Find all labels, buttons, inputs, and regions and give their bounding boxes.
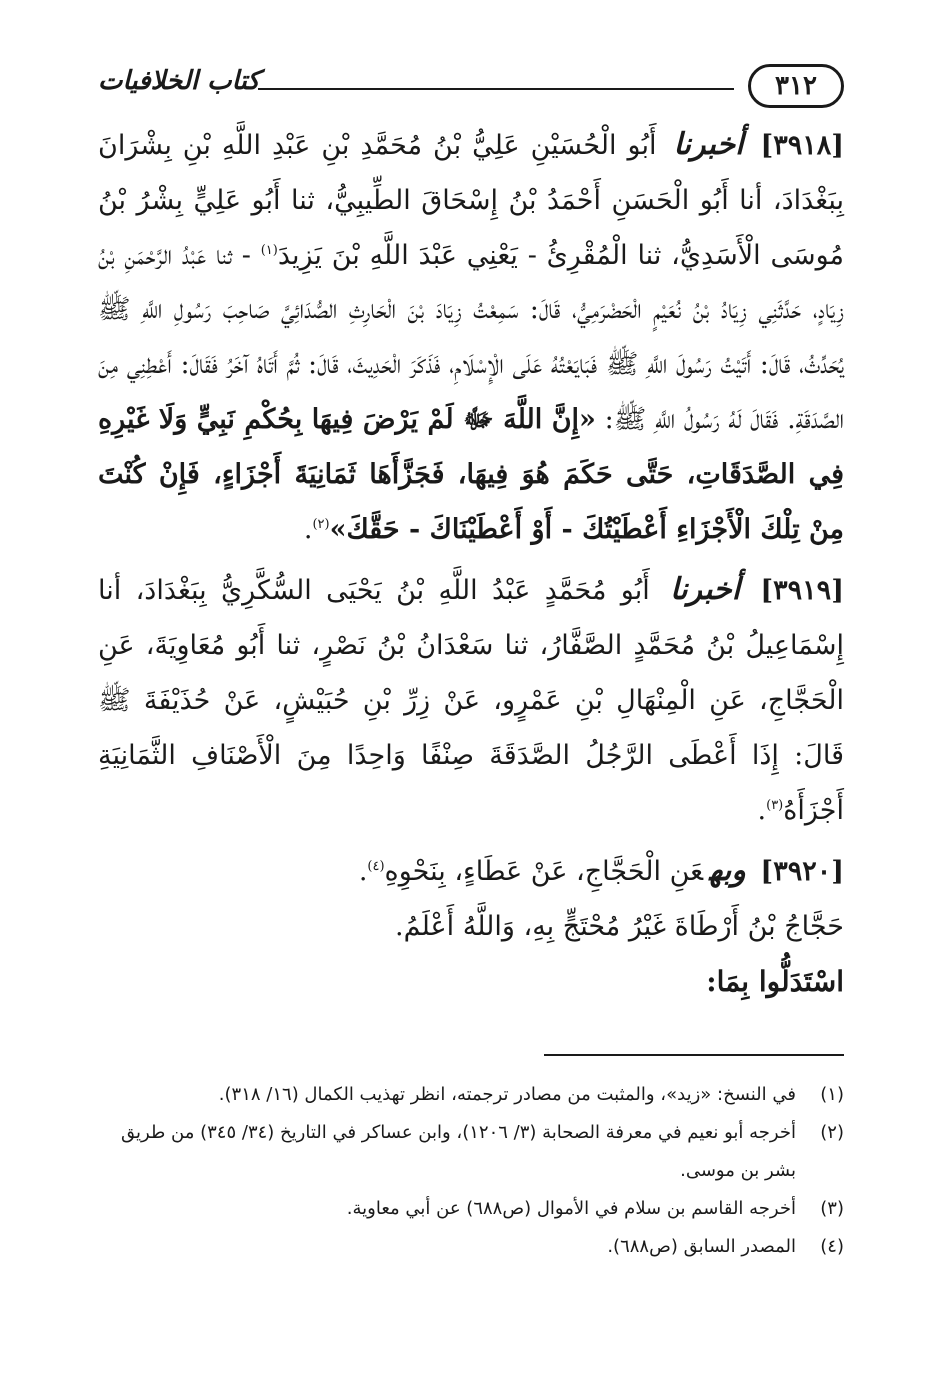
footnote-3 xyxy=(98,1190,844,1228)
hadith-end: . xyxy=(303,513,313,545)
hadith-intro: أخبرنا xyxy=(673,127,744,162)
page-header xyxy=(98,64,844,112)
footnote-2 xyxy=(98,1114,844,1190)
footnote-number: (٤) xyxy=(820,1236,844,1257)
closing-heading: اسْتَدَلُّوا بِمَا: xyxy=(706,964,844,998)
footnote-text: المصدر السابق (ص٦٨٨). xyxy=(607,1236,796,1257)
footnote-text: أخرجه القاسم بن سلام في الأموال (ص٦٨٨) عن أبي معاوية. xyxy=(346,1198,796,1219)
closing-line: حَجَّاجُ بْنُ أَرْطَاةَ غَيْرُ مُحْتَجٍّ بِهِ، وَاللَّهُ أَعْلَمُ. xyxy=(395,911,844,943)
hadith-number: [٣٩١٩] xyxy=(760,575,844,607)
main-text xyxy=(98,118,844,1010)
footnote-text: في النسخ: «زيد»، والمثبت من مصادر ترجمته، انظر تهذيب الكمال (١٦/ ٣١٨). xyxy=(218,1084,796,1105)
footnote-number: (٢) xyxy=(820,1122,844,1143)
page-number: ٣١٢ xyxy=(748,64,844,108)
hadith-intro: وبه xyxy=(709,853,746,889)
hadith-3920 xyxy=(98,844,844,900)
hadith-text-continued: - ثنا عَبْدُ الرَّحْمَنِ بْنُ زِيَادٍ، حَدَّثَنِي زِيَادُ بْنُ نُعَيْمٍ الْحَضْرَمِيُّ، قَالَ: سَمِعْتُ زِيَادَ بْنَ الْحَارِثِ الصُّدَائِيَّ صَاحِبَ رَسُولِ اللَّهِ ﷺ يُحَدِّثُ، قَالَ: أَتَيْتُ رَسُولَ اللَّهِ ﷺ فَبَايَعْتُهُ عَلَى الْإِسْلَامِ، فَذَكَرَ الْحَدِيثَ، قَالَ: ثُمَّ أَتَاهُ آخَرُ فَقَالَ: أَعْطِنِي مِنَ الصَّدَقَةِ. فَقَالَ لَهُ رَسُولُ اللَّهِ ﷺ: xyxy=(98,239,844,435)
footnote-text: أخرجه أبو نعيم في معرفة الصحابة (٣/ ١٢٠٦)، وابن عساكر في التاريخ (٣٤/ ٣٤٥) من طريق بشر بن موسى. xyxy=(121,1122,796,1181)
footnote-rule xyxy=(544,1054,844,1056)
footnote-number: (١) xyxy=(820,1084,844,1105)
footnotes xyxy=(98,1076,844,1266)
footnote-number: (٣) xyxy=(820,1198,844,1219)
hadith-text: أَبُو الْحُسَيْنِ عَلِيُّ بْنُ مُحَمَّدِ بْنِ عَبْدِ اللَّهِ بْنِ بِشْرَانَ بِبَغْدَادَ، أنا أَبُو الْحَسَنِ أَحْمَدُ بْنُ إِسْحَاقَ الطِّيبِيُّ، ثنا أَبُو عَلِيٍّ بِشْرُ بْنُ مُوسَى الْأَسَدِيُّ، ثنا الْمُقْرِئُ - يَعْنِي عَبْدَ اللَّهِ بْنَ يَزِيدَ xyxy=(98,130,844,271)
footnote-4 xyxy=(98,1228,844,1266)
hadith-text: أَبُو مُحَمَّدٍ عَبْدُ اللَّهِ بْنُ يَحْيَى السُّكَّرِيُّ بِبَغْدَادَ، أنا إِسْمَاعِيلُ بْنُ مُحَمَّدٍ الصَّفَّارُ، ثنا سَعْدَانُ بْنُ نَصْرٍ، ثنا أَبُو مُعَاوِيَةَ، عَنِ الْحَجَّاجِ، عَنِ الْمِنْهَالِ بْنِ عَمْرٍو، عَنْ زِرِّ بْنِ حُبَيْشٍ، عَنْ حُذَيْفَةَ ﷺ قَالَ: إِذَا أَعْطَى الرَّجُلُ الصَّدَقَةَ صِنْفًا وَاحِدًا مِنَ الْأَصْنَافِ الثَّمَانِيَةِ أَجْزَأَهُ xyxy=(98,575,844,826)
prophetic-quote: «إِنَّ اللَّهَ ﷻ لَمْ يَرْضَ فِيهَا بِحُكْمِ نَبِيٍّ وَلَا غَيْرِهِ فِي الصَّدَقَاتِ، حَتَّى حَكَمَ هُوَ فِيهَا، فَجَزَّأَهَا ثَمَانِيَةَ أَجْزَاءٍ، فَإِنْ كُنْتَ مِنْ تِلْكَ الْأَجْزَاءِ أَعْطَيْتُكَ - أَوْ أَعْطَيْنَاكَ - حَقَّكَ» xyxy=(98,403,844,545)
footnote-ref: (٣) xyxy=(766,797,784,813)
hadith-end: . xyxy=(358,856,368,888)
hadith-number: [٣٩١٨] xyxy=(760,130,845,161)
footnote-1 xyxy=(98,1076,844,1114)
hadith-end: . xyxy=(757,794,767,826)
header-rule xyxy=(258,88,734,90)
book-title: كتاب الخلافيات xyxy=(98,66,260,96)
hadith-text: عَنِ الْحَجَّاجِ، عَنْ عَطَاءٍ، بِنَحْوِهِ xyxy=(384,856,704,888)
hadith-3919 xyxy=(98,563,844,838)
hadith-intro: أخبرنا xyxy=(670,572,741,608)
hadith-number: [٣٩٢٠] xyxy=(760,856,844,888)
footnote-ref: (٢) xyxy=(312,516,330,532)
footnote-ref: (١) xyxy=(260,242,278,258)
hadith-3918 xyxy=(98,118,844,557)
footnote-ref: (٤) xyxy=(367,859,385,875)
